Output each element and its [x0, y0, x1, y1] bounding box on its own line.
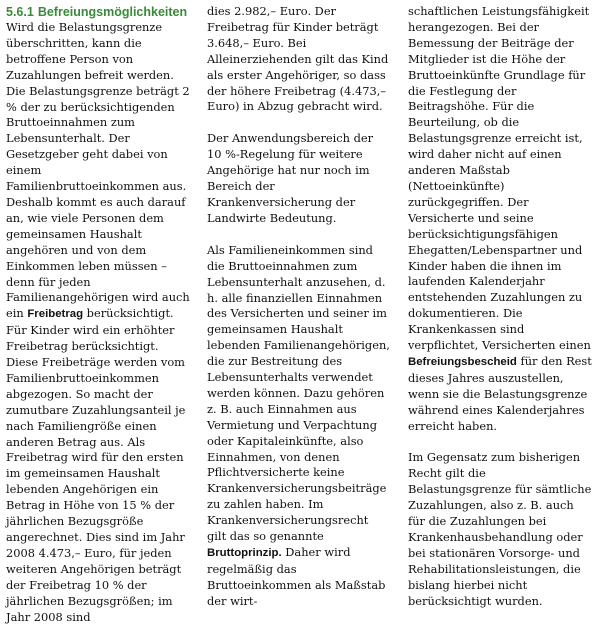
paragraph-text: Wird die Belastungsgrenze überschritten, kann die betroffene Person von Zuzahlungen befreit werden. Die Belastungsgrenze beträgt 2 % der zu berücksichtigenden Bruttoeinnahmen zum Lebensunterhalt. Der Gesetzgeber geht dabei von einem Familienbruttoeinkommen aus. Deshalb kommt es auch darauf an, wie viele Personen dem gemeinsamen Haushalt angehören und von dem Einkommen leben müssen – denn für jeden Familienangehörigen wird auch ein [6, 20, 190, 321]
paragraph [6, 20, 190, 625]
paragraph-text: für den Rest dieses Jahres auszustellen, wenn sie die Belastungsgrenze während eines Kalenderjahres erreicht haben. [408, 353, 592, 433]
paragraph-spacer [408, 434, 592, 450]
paragraph-text: Als Familieneinkommen sind die Bruttoeinnahmen zum Lebensunterhalt anzusehen, d. h. alle finanziellen Einnahmen des Versicherten und seiner im gemeinsamen Haushalt lebenden Familienangehörigen, die zur Bestreitung des Lebensunterhalts verwendet werden können. Dazu gehören z. B. auch Einnahmen aus Vermietung und Verpachtung oder Kapitaleinkünfte, also Einnahmen, von denen Pflichtversicherte keine Krankenversicherungsbeiträge zu zahlen haben. Im Krankenversicherungsrecht gilt das so genannte [207, 242, 390, 544]
text-column-1 [6, 4, 190, 624]
paragraph-text: Daher wird regelmäßig das Bruttoeinkommen als Maßstab der wirt- [207, 545, 386, 608]
text-column-2 [207, 4, 391, 608]
section-number: 5.6.1 [6, 5, 34, 19]
paragraph: dies 2.982,– Euro. Der Freibetrag für Kinder beträgt 3.648,– Euro. Bei Alleinerziehenden gilt das Kind als erster Angehöriger, so dass der höhere Freibetrag (4.473,– Euro) in Abzug gebracht wird. [207, 4, 389, 114]
bold-term-freibetrag: Freibetrag [27, 308, 84, 321]
paragraph: Der Anwendungsbereich der 10 %-Regelung für weitere Angehörige hat nur noch im Bereich der Krankenversicherung der Landwirte Bedeutung. [207, 131, 374, 225]
paragraph: Im Gegensatz zum bisherigen Recht gilt die Belastungsgrenze für sämtliche Zuzahlungen, also z. B. auch für die Zuzahlungen bei Krankenhausbehandlung oder bei stationären Vorsorge- und Rehabilitationsleistungen, die bislang hierbei nicht berücksichtigt wurden. [408, 450, 592, 608]
paragraph-spacer [207, 115, 391, 131]
bold-term-bruttoprinzip: Bruttoprinzip. [207, 547, 282, 559]
paragraph-text: schaftlichen Leistungsfähigkeit herangezogen. Bei der Bemessung der Beiträge der Mitglieder ist die Höhe der Bruttoeinkünfte Grundlage für die Festlegung der Beitragshöhe. Für die Beurteilung, ob die Belastungsgrenze erreicht ist, wird daher nicht auf einen anderen Maßstab (Nettoeinkünfte) zurückgegriffen. Der Versicherte und seine berücksichtigungsfähigen Ehegatten/Lebenspartner und Kinder haben die ihnen im laufenden Kalenderjahr entstehenden Zuzahlungen zu dokumentieren. Die Krankenkassen sind verpflichtet, Versicherten einen [408, 4, 591, 353]
paragraph-spacer [207, 227, 391, 243]
paragraph [207, 243, 391, 610]
paragraph [408, 4, 592, 434]
section-heading [6, 4, 190, 20]
text-column-3 [408, 4, 592, 608]
section-title: Befreiungsmöglichkeiten [37, 5, 188, 19]
bold-term-befreiungsbescheid: Befreiungsbescheid [408, 355, 517, 368]
paragraph-text: berücksichtigt. Für Kinder wird ein erhöhter Freibetrag berücksichtigt. Diese Freibeträge werden vom Familienbruttoeinkommen abgezogen. So macht der zumutbare Zuzahlungsanteil je nach Familiengröße einen anderen Betrag aus. Als Freibetrag wird für den ersten im gemeinsamen Haushalt lebenden Angehörigen ein Betrag in Höhe von 15 % der jährlichen Bezugsgröße angerechnet. Dies sind im Jahr 2008 4.473,– Euro, für jeden weiteren Angehörigen beträgt der Freibetrag 10 % der jährlichen Bezugsgrößen; im Jahr 2008 sind [6, 306, 186, 624]
